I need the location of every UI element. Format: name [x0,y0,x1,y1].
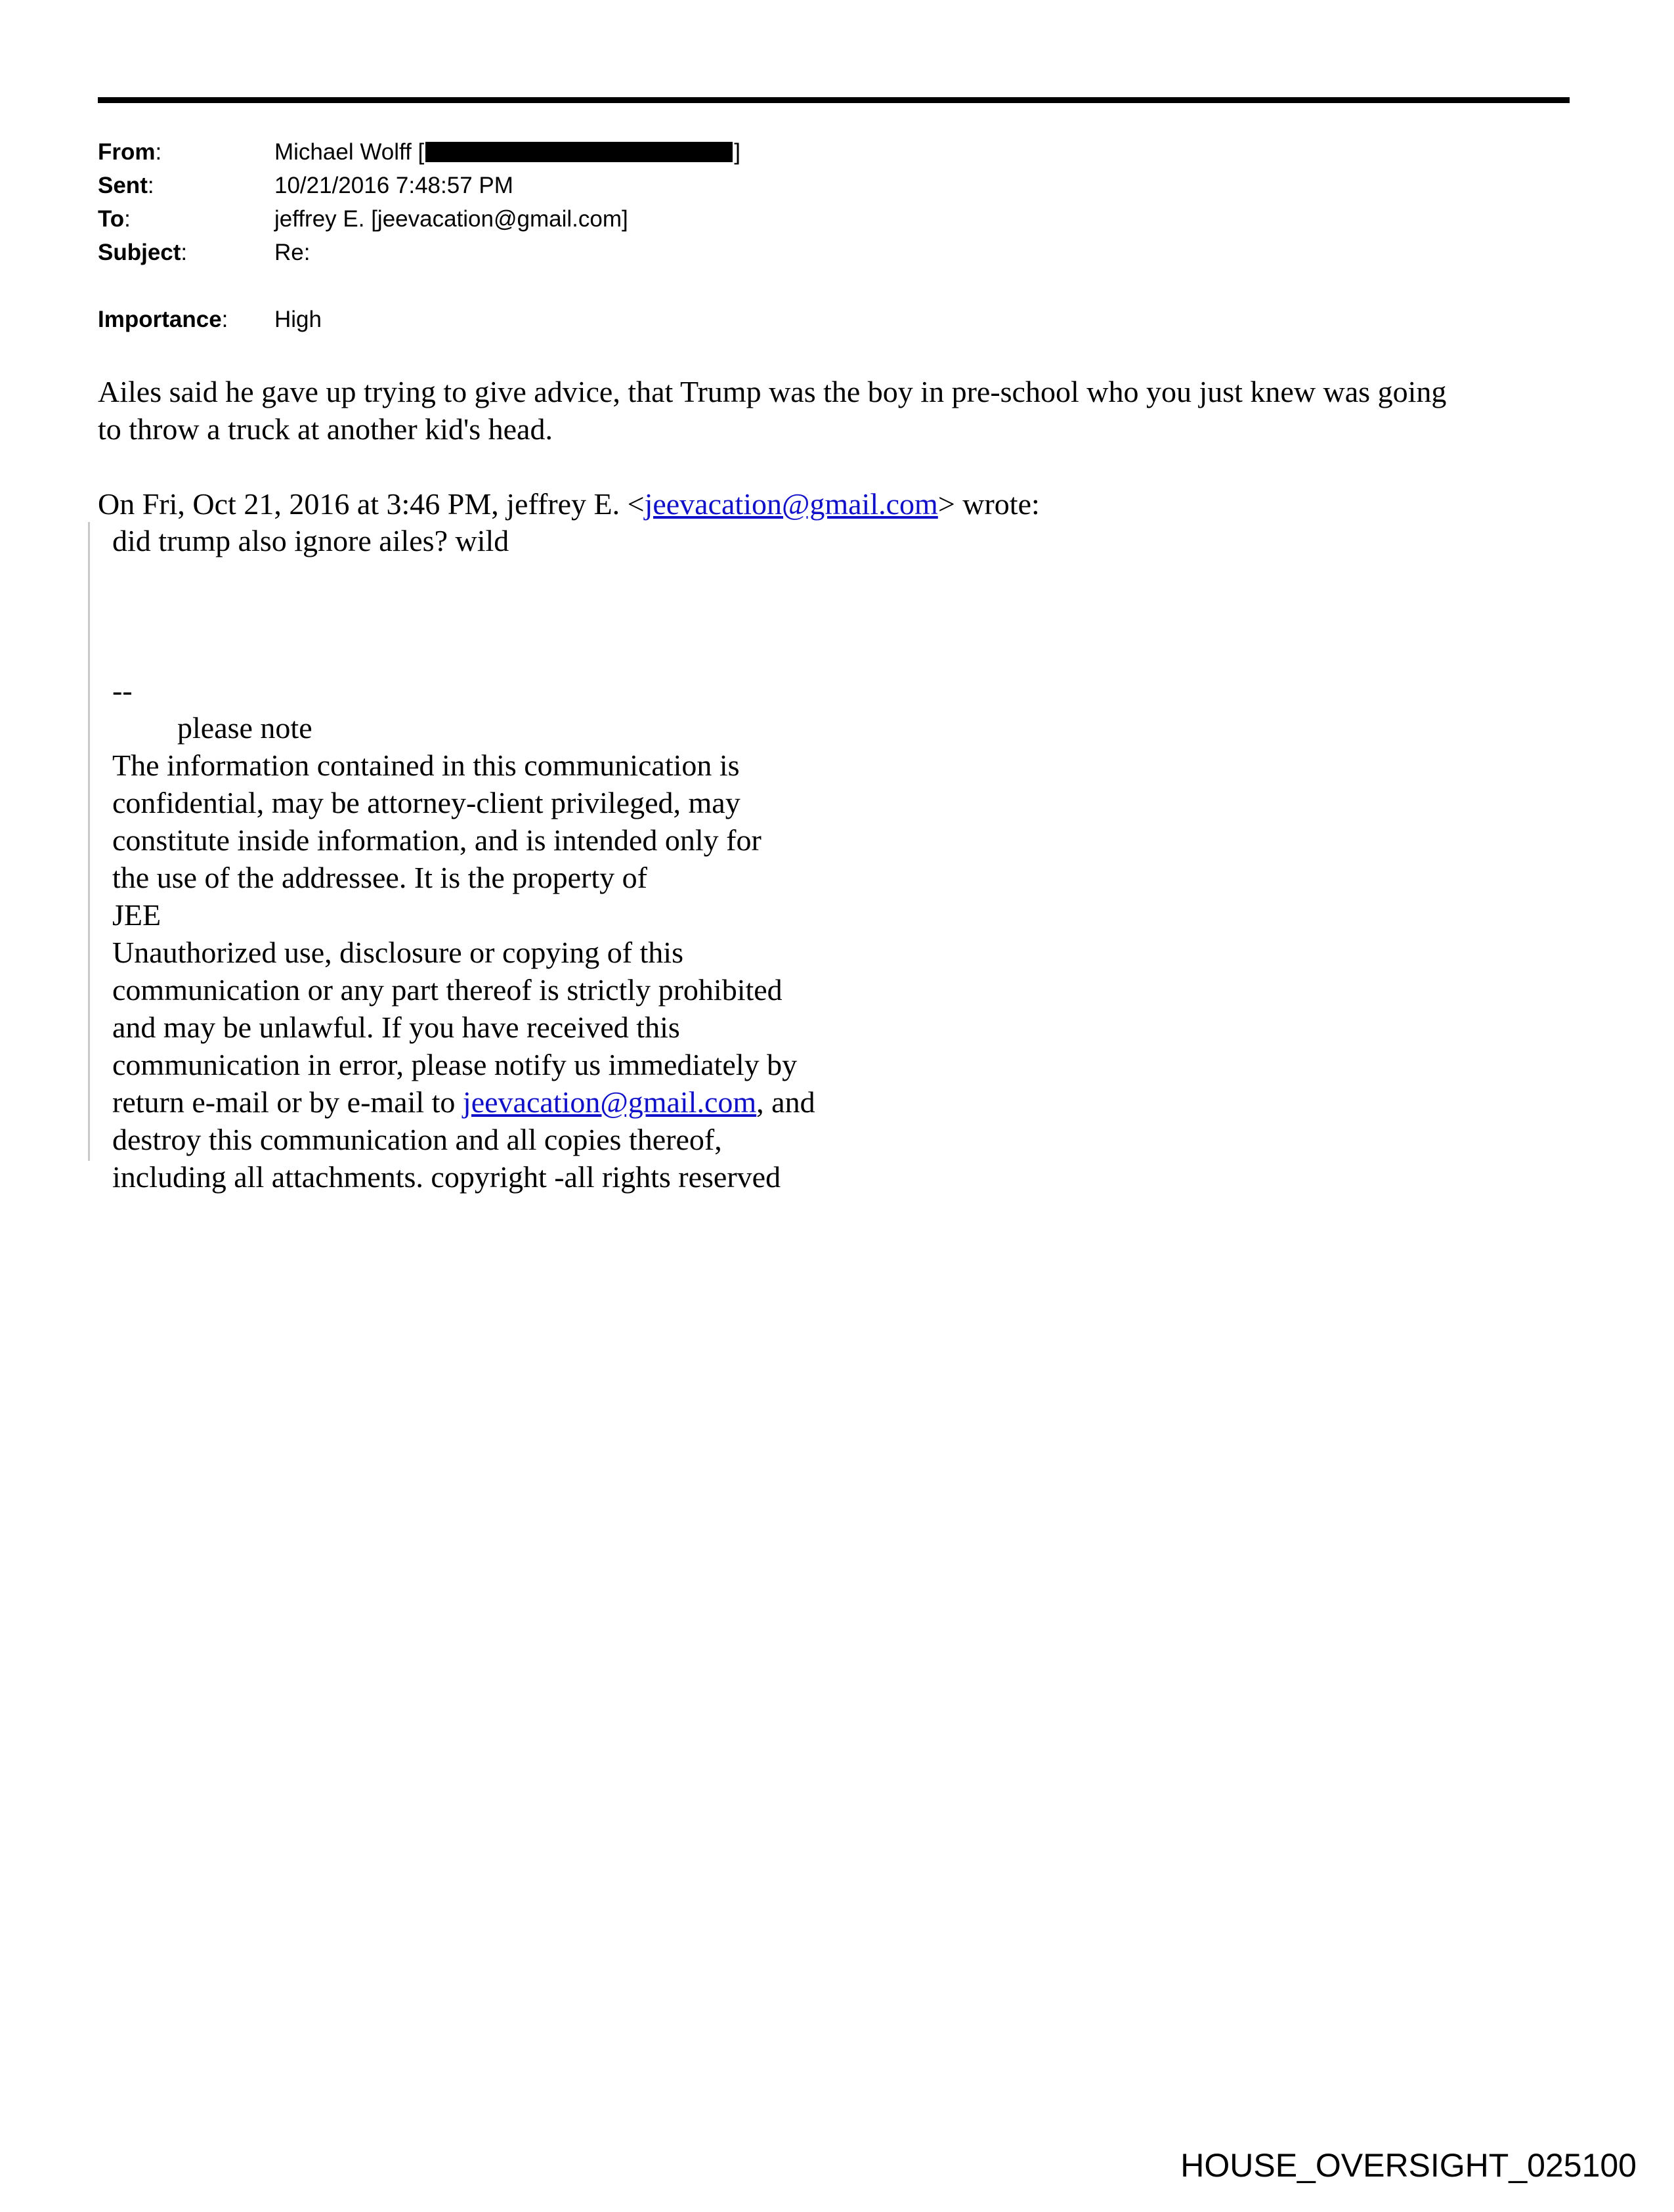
disclaimer-line: and may be unlawful. If you have received this [112,1010,680,1044]
sender-email-link[interactable]: jeevacation@gmail.com [644,487,938,521]
disclaimer-line: communication or any part thereof is strictly prohibited [112,973,783,1007]
body-line: to throw a truck at another kid's head. [98,412,553,446]
disclaimer-line: The information contained in this communication is [112,748,740,782]
redaction-block [425,142,733,162]
disclaimer-line: communication in error, please notify us immediately by [112,1048,798,1081]
quote-attribution: On Fri, Oct 21, 2016 at 3:46 PM, jeffrey E. <jeevacation@gmail.com> wrote: [98,487,1040,521]
message-body [98,373,1446,448]
sent-row [98,169,740,202]
quoted-message [88,522,1007,1194]
importance-value: High [274,307,322,332]
quoted-text: did trump also ignore ailes? wild [112,524,509,557]
disclaimer-email-link[interactable]: jeevacation@gmail.com [462,1085,757,1119]
disclaimer-line: destroy this communication and all copies thereof, [112,1123,722,1156]
subject-value: Re: [274,240,311,265]
to-label: To: [98,206,131,232]
email-headers [98,135,740,336]
importance-row [98,303,740,336]
disclaimer-line: JEE [112,898,161,932]
to-value: jeffrey E. [jeevacation@gmail.com] [274,206,628,232]
please-note: please note [177,711,312,745]
body-line: Ailes said he gave up trying to give advice, that Trump was the boy in pre-school who you just knew was going [98,375,1447,408]
disclaimer-line: constitute inside information, and is intended only for [112,823,762,857]
from-value: Michael Wolff [ ] [274,139,740,165]
sent-label: Sent: [98,173,154,198]
subject-label: Subject: [98,240,188,265]
from-row [98,135,740,169]
disclaimer-line: return e-mail or by e-mail to jeevacation@gmail.com, and [112,1085,815,1119]
to-row [98,202,740,236]
disclaimer-line: confidential, may be attorney-client privileged, may [112,786,740,819]
header-rule [98,97,1570,103]
disclaimer-line: the use of the addressee. It is the property of [112,861,647,894]
signature-separator: -- [112,674,133,707]
sent-value: 10/21/2016 7:48:57 PM [274,173,513,198]
importance-label: Importance: [98,307,228,332]
disclaimer-line: Unauthorized use, disclosure or copying of this [112,936,683,969]
subject-row [98,236,740,269]
from-label: From: [98,139,162,165]
spacer [112,559,1007,672]
disclaimer-line: including all attachments. copyright -all rights reserved [112,1160,781,1194]
bates-number: HOUSE_OVERSIGHT_025100 [1180,2147,1637,2184]
